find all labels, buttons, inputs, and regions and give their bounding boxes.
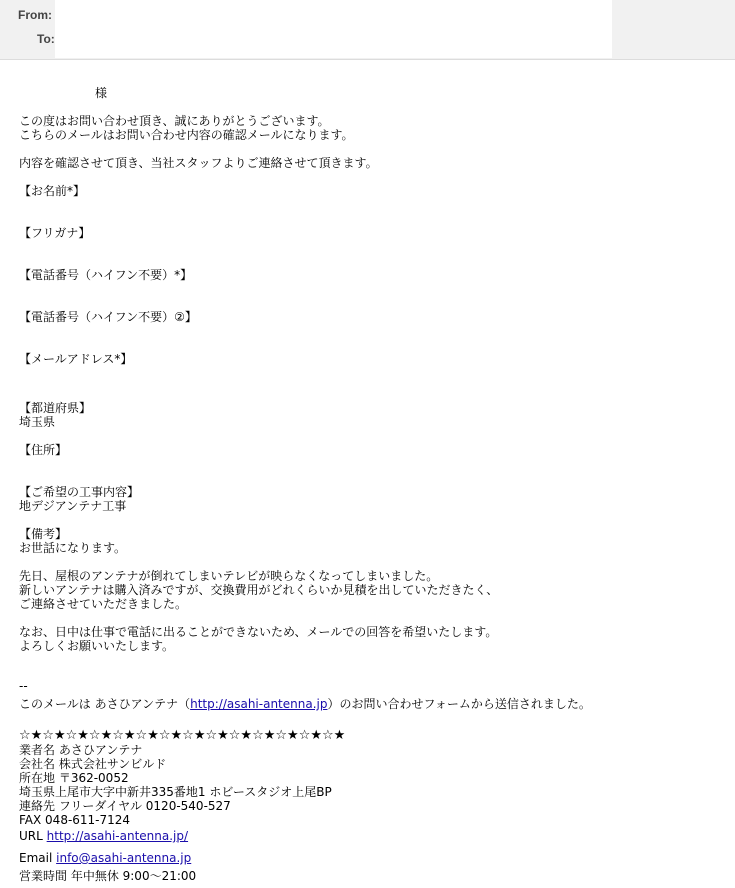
url-label: URL	[19, 829, 43, 843]
to-label: To:	[37, 32, 55, 46]
work-value: 地デジアンテナ工事	[19, 499, 127, 513]
thanks-line-2: こちらのメールはお問い合わせ内容の確認メールになります。	[19, 128, 354, 142]
sent-suffix: ）のお問い合わせフォームから送信されました。	[327, 697, 591, 711]
from-field[interactable]	[55, 0, 612, 28]
phone-label: 【電話番号（ハイフン不要）*】	[19, 268, 193, 282]
sent-line	[19, 697, 591, 711]
fax-line: FAX 048-611-7124	[19, 813, 131, 827]
email-label-footer: Email	[19, 851, 53, 865]
phone2-label: 【電話番号（ハイフン不要）②】	[19, 310, 197, 324]
notes-line-4: ご連絡させていただきました。	[19, 597, 188, 611]
notes-line-6: よろしくお願いいたします。	[19, 639, 175, 653]
notes-line-5: なお、日中は仕事で電話に出ることができないため、メールでの回答を希望いたします。	[19, 625, 498, 639]
email-link[interactable]: info@asahi-antenna.jp	[56, 851, 192, 865]
sent-prefix: このメールは あさひアンテナ（	[19, 697, 191, 711]
notes-line-2: 先日、屋根のアンテナが倒れてしまいテレビが映らなくなってしまいました。	[19, 569, 439, 583]
email-label: 【メールアドレス*】	[19, 352, 133, 366]
signature-dashes: --	[19, 679, 28, 693]
stars-divider: ☆★☆★☆★☆★☆★☆★☆★☆★☆★☆★☆★☆★☆★☆★	[19, 728, 346, 743]
confirm-line: 内容を確認させて頂き、当社スタッフよりご連絡させて頂きます。	[19, 156, 378, 170]
email-line	[19, 851, 191, 865]
email-header	[0, 0, 735, 60]
url-link[interactable]: http://asahi-antenna.jp/	[46, 829, 189, 843]
notes-line-1: お世話になります。	[19, 541, 127, 555]
salutation: 様	[95, 86, 108, 100]
name-label: 【お名前*】	[19, 184, 86, 198]
address-label: 【住所】	[19, 443, 68, 457]
site-link[interactable]: http://asahi-antenna.jp	[190, 697, 328, 711]
notes-label: 【備考】	[19, 527, 68, 541]
company-name: 会社名 株式会社サンビルド	[19, 757, 167, 771]
from-label: From:	[18, 8, 52, 22]
url-line	[19, 829, 188, 843]
thanks-line-1: この度はお問い合わせ頂き、誠にありがとうございます。	[19, 114, 330, 128]
prefecture-label: 【都道府県】	[19, 401, 92, 415]
to-field[interactable]	[55, 28, 612, 58]
hours-line: 営業時間 年中無休 9:00～21:00	[19, 869, 197, 883]
business-name: 業者名 あさひアンテナ	[19, 743, 143, 757]
contact-line: 連絡先 フリーダイヤル 0120-540-527	[19, 799, 231, 813]
postal-code: 所在地 〒362-0052	[19, 771, 129, 785]
prefecture-value: 埼玉県	[19, 415, 56, 429]
work-label: 【ご希望の工事内容】	[19, 485, 140, 499]
address-line: 埼玉県上尾市大字中新井335番地1 ホビースタジオ上尾BP	[19, 785, 332, 799]
furigana-label: 【フリガナ】	[19, 226, 91, 240]
notes-line-3: 新しいアンテナは購入済みですが、交換費用がどれくらいか見積を出していただきたく、	[19, 583, 499, 597]
